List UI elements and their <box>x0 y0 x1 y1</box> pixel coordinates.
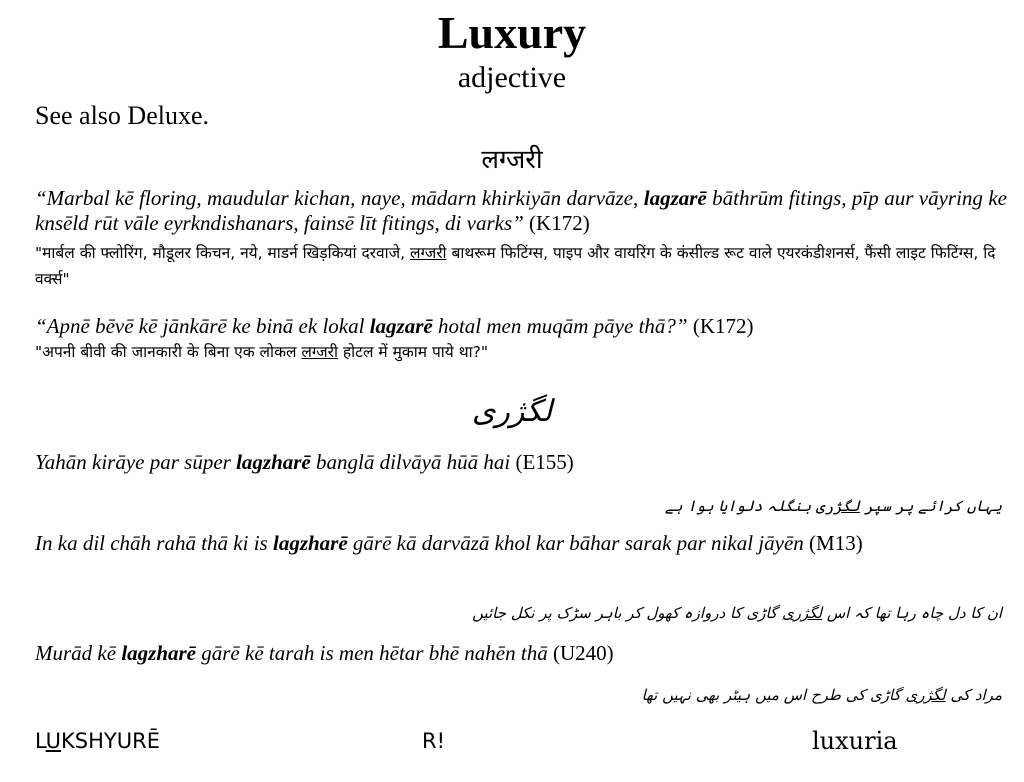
keyword-underlined: लग्जरी <box>301 343 338 361</box>
keyword: lagzarē <box>643 186 707 210</box>
register-marker: R! <box>422 729 446 753</box>
headword: Luxury <box>437 7 587 58</box>
hindi-example-2-text: "अपनी बीवी की जानकारी के बिना एक लोकल लग्जरी होटल में मुकाम पाये था?" <box>35 343 488 361</box>
hindi-heading: लग्जरी <box>481 145 543 175</box>
keyword-underlined: لگژری <box>815 497 860 515</box>
urdu-heading: لگژری <box>471 394 553 429</box>
keyword: lagzharē <box>121 641 196 665</box>
source-ref: (U240) <box>552 641 614 665</box>
urdu-example-1-transliteration: Yahān kirāye par sūper lagzharē banglā dilvāyā hūā hai (E155) <box>35 450 574 474</box>
see-also-reference: See also Deluxe. <box>35 101 210 130</box>
keyword-underlined: لگژری <box>905 686 946 704</box>
hindi-example-1-text: "मार्बल की फ्लोरिंग, मौडूलर किचन, नये, माडर्न खिड़कियां दरवाजे, लग्जरी बाथरूम फिटिंग्स, पाइप और वायरिंग के कंसील्ड रूट वाले एयरकंडीशनर्स, फैंसी लाइट फिटिंग्स, दि वर्क्स" <box>35 244 996 288</box>
urdu-example-2-text: ان کا دل چاہ رہا تھا کہ اس لگژری گاڑی کا دروازہ کھول کر باہر سڑک پر نکل جائیں <box>472 604 1002 622</box>
pronunciation: LUKSHYURĒ <box>35 729 160 753</box>
keyword-underlined: لگژری <box>781 604 823 622</box>
hindi-example-1-transliteration: “Marbal kē floring, maudular kichan, naye, mādarn khirkiyān darvāze, lagzarē bāthrūm fitings, pīp aur vāyring ke knsēld rūt vāle eyrkndishanars, fainsē līt fitings, di varks” (K172) <box>35 186 1008 235</box>
urdu-example-3-transliteration: Murād kē lagzharē gārē kē tarah is men hētar bhē nahēn thā (U240) <box>35 641 614 665</box>
source-ref: (K172) <box>692 314 754 338</box>
stressed-syllable: U <box>45 729 62 753</box>
part-of-speech: adjective <box>457 61 567 94</box>
source-ref: (E155) <box>515 450 574 474</box>
source-ref: (M13) <box>809 531 863 555</box>
urdu-example-2-transliteration: In ka dil chāh rahā thā ki is lagzharē gārē kā darvāzā khol kar bāhar sarak par nikal jāyēn (M13) <box>35 531 863 555</box>
keyword-underlined: लग्जरी <box>410 244 447 262</box>
urdu-example-3-text: مراد کی لگژری گاڑی کی طرح اس میں ہیٹر بھی نہیں تھا <box>641 686 1002 704</box>
urdu-example-1-text: یہاں کرائے پر سپر لگژری بنگلہ دلوایا ہوا ہے <box>665 497 1002 515</box>
keyword: lagzharē <box>272 531 348 555</box>
hindi-example-2-transliteration: “Apnē bēvē kē jānkārē ke binā ek lokal lagzarē hotal men muqām pāye thā?” (K172) <box>35 314 754 338</box>
keyword: lagzharē <box>236 450 311 474</box>
keyword: lagzarē <box>369 314 433 338</box>
source-ref: (K172) <box>529 211 590 235</box>
etymology: luxuria <box>812 727 898 755</box>
